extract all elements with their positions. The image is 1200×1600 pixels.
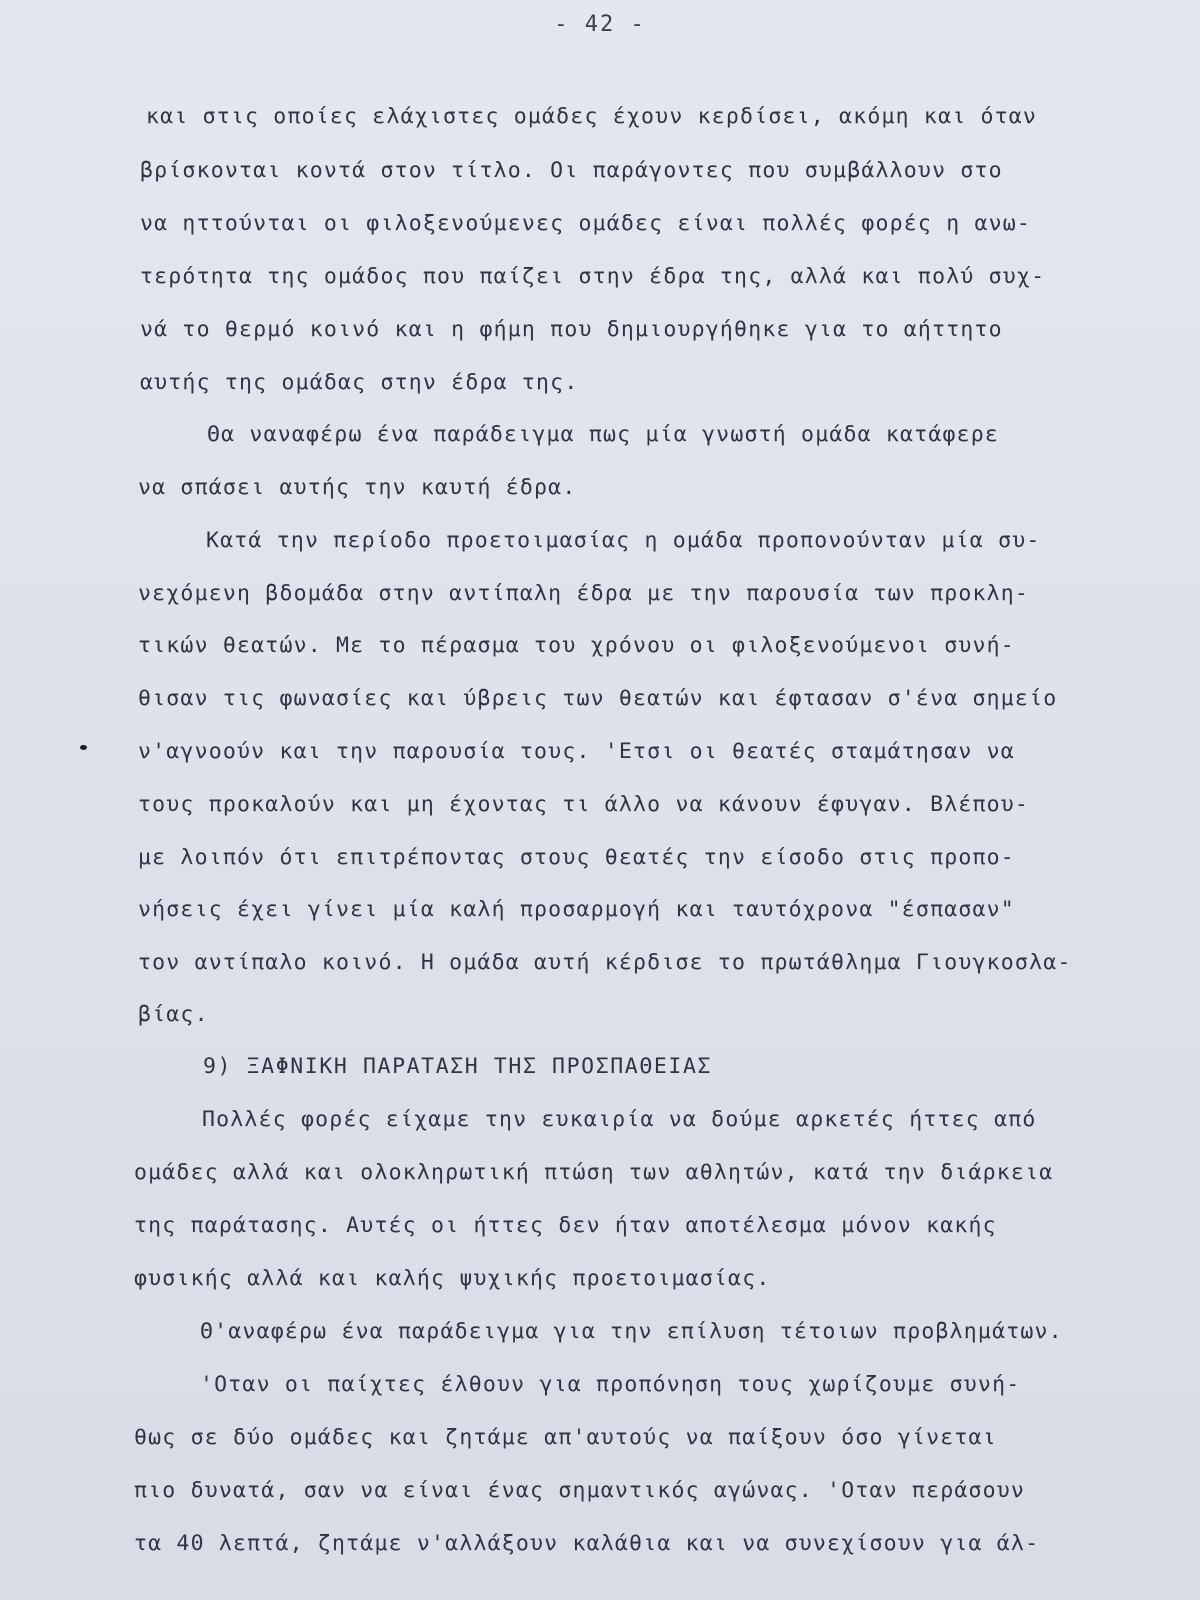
- text-line: ομάδες αλλά και ολοκληρωτική πτώση των αθλητών, κατά την διάρκεια: [134, 1160, 1054, 1185]
- text-line: θισαν τις φωνασίες και ύβρεις των θεατών και έφτασαν σ'ένα σημείο: [138, 686, 1058, 711]
- text-line: βίας.: [138, 1002, 209, 1027]
- text-line: τους προκαλούν και μη έχοντας τι άλλο να κάνουν έφυγαν. Βλέπου-: [138, 792, 1030, 817]
- text-line: νά το θερμό κοινό και η φήμη που δημιουργήθηκε για το αήττητο: [140, 317, 1003, 342]
- text-line: ν'αγνοούν και την παρουσία τους. 'Ετσι οι θεατές σταμάτησαν να: [138, 739, 1015, 764]
- text-line: Θ'αναφέρω ένα παράδειγμα για την επίλυση τέτοιων προβλημάτων.: [200, 1319, 1063, 1344]
- text-line: να σπάσει αυτής την καυτή έδρα.: [138, 475, 577, 500]
- text-line: με λοιπόν ότι επιτρέποντας στους θεατές την είσοδο στις προπο-: [138, 845, 1015, 870]
- text-line: της παράτασης. Αυτές οι ήττες δεν ήταν αποτέλεσμα μόνον κακής: [134, 1213, 997, 1238]
- text-line: τικών θεατών. Με το πέρασμα του χρόνου οι φιλοξενούμενοι συνή-: [138, 633, 1015, 658]
- text-line: Θα ναναφέρω ένα παράδειγμα πως μία γνωστή ομάδα κατάφερε: [207, 422, 1000, 447]
- section-heading: 9) ΞΑΦΝΙΚΗ ΠΑΡΑΤΑΣΗ ΤΗΣ ΠΡΟΣΠΑΘΕΙΑΣ: [203, 1054, 713, 1079]
- text-line: βρίσκονται κοντά στον τίτλο. Οι παράγοντες που συμβάλλουν στο: [140, 158, 1003, 183]
- page-number: - 42 -: [554, 12, 646, 37]
- text-line: φυσικής αλλά και καλής ψυχικής προετοιμασίας.: [134, 1266, 771, 1291]
- text-line: τα 40 λεπτά, ζητάμε ν'αλλάξουν καλάθια και να συνεχίσουν για άλ-: [134, 1531, 1040, 1556]
- text-line: τερότητα της ομάδος που παίζει στην έδρα της, αλλά και πολύ συχ-: [140, 264, 1046, 289]
- text-line: Πολλές φορές είχαμε την ευκαιρία να δούμε αρκετές ήττες από: [202, 1107, 1037, 1132]
- ink-mark: [80, 745, 87, 750]
- text-line: αυτής της ομάδας στην έδρα της.: [140, 370, 579, 395]
- text-line: τον αντίπαλο κοινό. Η ομάδα αυτή κέρδισε το πρωτάθλημα Γιουγκοσλα-: [138, 950, 1072, 975]
- text-line: νήσεις έχει γίνει μία καλή προσαρμογή και ταυτόχρονα "έσπασαν": [138, 897, 1015, 922]
- text-line: και στις οποίες ελάχιστες ομάδες έχουν κερδίσει, ακόμη και όταν: [146, 104, 1038, 129]
- text-line: πιο δυνατά, σαν να είναι ένας σημαντικός αγώνας. 'Οταν περάσουν: [134, 1478, 1026, 1503]
- text-line: νεχόμενη βδομάδα στην αντίπαλη έδρα με την παρουσία των προκλη-: [138, 581, 1030, 606]
- text-line: θως σε δύο ομάδες και ζητάμε απ'αυτούς να παίξουν όσο γίνεται: [134, 1425, 997, 1450]
- text-line: να ηττούνται οι φιλοξενούμενες ομάδες είναι πολλές φορές η ανω-: [140, 211, 1032, 236]
- text-line: Κατά την περίοδο προετοιμασίας η ομάδα προπονούνταν μία συ-: [206, 528, 1041, 553]
- text-line: 'Οταν οι παίχτες έλθουν για προπόνηση τους χωρίζουμε συνή-: [200, 1372, 1021, 1397]
